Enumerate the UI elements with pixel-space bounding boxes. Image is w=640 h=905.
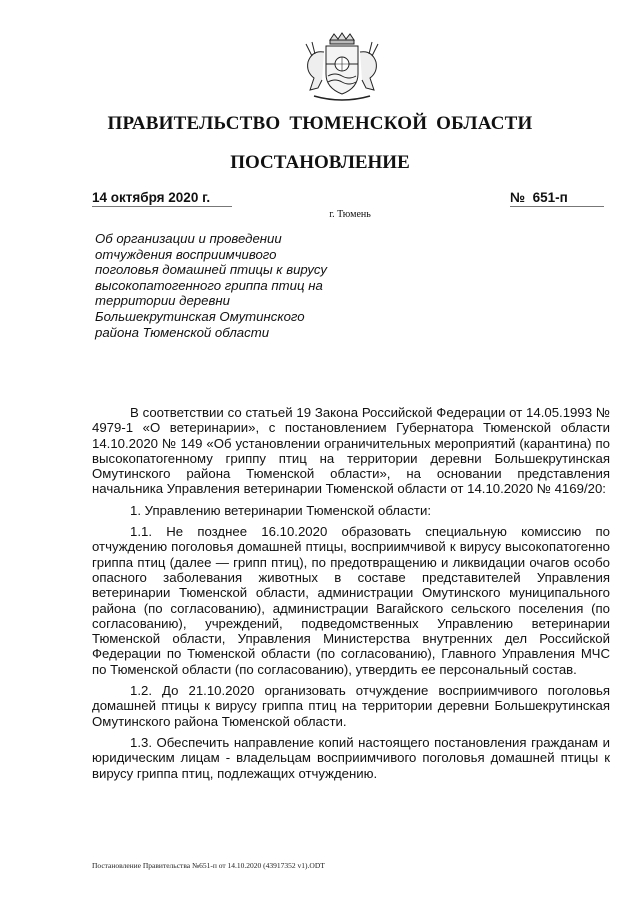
coat-of-arms-icon — [290, 32, 394, 106]
body-paragraph: 1.1. Не позднее 16.10.2020 образовать специальную комиссию по отчуждению поголовья домашней птицы, восприимчивой к вирусу высокопатогенно гриппа птиц (далее — грипп птиц), по предотвращению и ликвидации очагов особо опасного заболевания животных в составе представителей Управления ветеринарии Тюменской области, администрации Омутинского муниципального района (по согласованию), администрации Вагайского сельского поселения (по согласованию), учреждений, подведомственных Управлению ветеринарии Тюменской области, Управления Министерства внутренних дел Российской Федерации по Тюменской области (по согласованию), Главного Управления МЧС по Тюменской области (по согласованию), утвердить ее персональный состав. — [92, 524, 610, 677]
document-subject: Об организации и проведении отчуждения восприимчивого поголовья домашней птицы к вирусу высокопатогенного гриппа птиц на территории деревни Большекрутинская Омутинского района Тюменской области — [95, 231, 327, 340]
body-paragraph: 1.3. Обеспечить направление копий настоящего постановления гражданам и юридическим лицам - владельцам восприимчивого поголовья домашней птицы к вирусу гриппа птиц, подлежащих отчуждению. — [92, 734, 610, 781]
document-number-block — [510, 190, 604, 207]
body-paragraph: 1.2. До 21.10.2020 организовать отчуждение восприимчивого поголовья домашней птицы к вирусу гриппа птиц на территории деревни Большекрутинская Омутинского района Тюменской области. — [92, 683, 610, 729]
number-sign: № — [510, 190, 526, 205]
document-number: 651-п — [532, 190, 568, 205]
document-body — [92, 405, 610, 787]
document-type: ПОСТАНОВЛЕНИЕ — [230, 152, 410, 173]
body-paragraph: 1. Управлению ветеринарии Тюменской области: — [130, 502, 431, 518]
government-title: ПРАВИТЕЛЬСТВО ТЮМЕНСКОЙ ОБЛАСТИ — [107, 113, 533, 134]
city: г. Тюмень — [329, 209, 371, 220]
document-footer: Постановление Правительства №651-п от 14.10.2020 (43917352 v1).ODT — [92, 861, 325, 870]
document-date: 14 октября 2020 г. — [92, 190, 232, 207]
body-paragraph: В соответствии со статьей 19 Закона Российской Федерации от 14.05.1993 № 4979-1 «О ветеринарии», с постановлением Губернатора Тюменской области 14.10.2020 № 149 «Об установлении ограничительных мероприятий (карантина) по высокопатогенному гриппу птиц на территории деревни Большекрутинская Омутинского района Тюменской области», на основании представления начальника Управления ветеринарии Тюменской области от 14.10.2020 № 4169/20: — [92, 405, 610, 497]
